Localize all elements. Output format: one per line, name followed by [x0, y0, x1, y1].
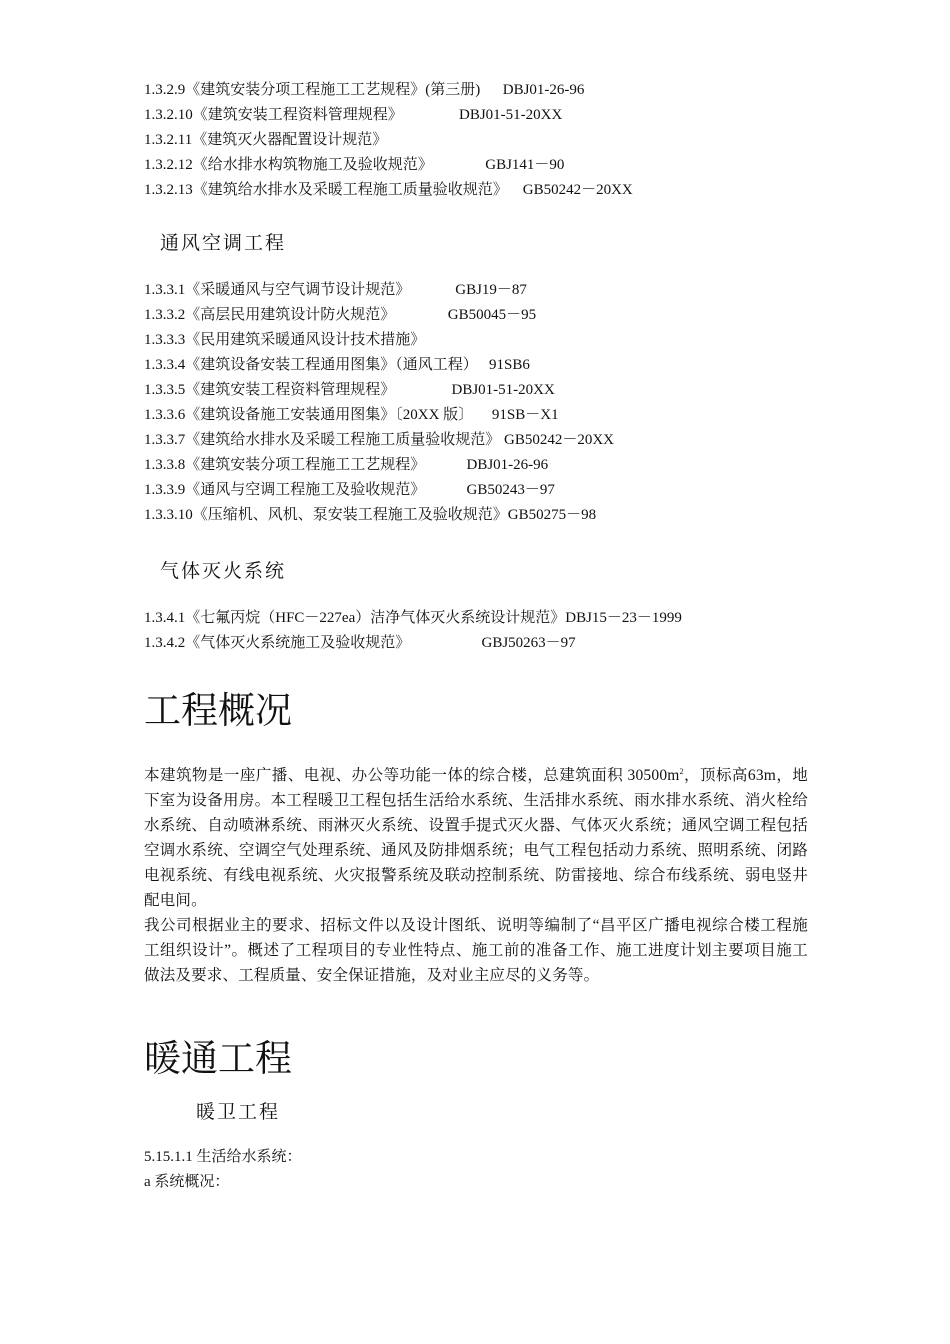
list-item: 1.3.3.1《采暖通风与空气调节设计规范》 GBJ19－87 — [144, 282, 527, 298]
section-heading-hvac: 通风空调工程 — [160, 232, 287, 254]
list-item: 1.3.3.5《建筑安装工程资料管理规程》 DBJ01-51-20XX — [144, 382, 555, 398]
list-1-3-4 — [144, 606, 808, 656]
list-item: 1.3.3.9《通风与空调工程施工及验收规范》 GB50243－97 — [144, 482, 555, 498]
overview-paragraph-1 — [144, 763, 808, 913]
overview-p1-text-b: ，顶标高63m，地下室为设备用房。本工程暖卫工程包括生活给水系统、生活排水系统、雨水排水系统、消火栓给水系统、自动喷淋系统、雨淋灭火系统、设置手提式灭火器、气体灭火系统；通风空调工程包括空调水系统、空调空气处理系统、通风及防排烟系统；电气工程包括动力系统、照明系统、闭路电视系统、有线电视系统、火灾报警系统及联动控制系统、防雷接地、综合布线系统、弱电竖井配电间。 — [144, 767, 808, 909]
document-page — [144, 78, 808, 1195]
list-item: 1.3.2.9《建筑安装分项工程施工工艺规程》(第三册) DBJ01-26-96 — [144, 82, 585, 98]
list-item: 1.3.4.2《气体灭火系统施工及验收规范》 GBJ50263－97 — [144, 635, 576, 651]
text-line: a 系统概况： — [144, 1174, 230, 1190]
list-1-3-3 — [144, 278, 808, 528]
list-item: 1.3.2.12《给水排水构筑物施工及验收规范》 GBJ141－90 — [144, 157, 565, 173]
list-item: 1.3.2.13《建筑给水排水及采暖工程施工质量验收规范》 GB50242－20XX — [144, 182, 633, 198]
list-item: 1.3.3.8《建筑安装分项工程施工工艺规程》 DBJ01-26-96 — [144, 457, 549, 473]
hvac-engineering-title: 暖通工程 — [144, 1037, 292, 1080]
list-item: 1.3.4.1《七氟丙烷（HFC－227ea）洁净气体灭火系统设计规范》DBJ15－23－1999 — [144, 610, 682, 626]
overview-p1-superscript: 2 — [679, 767, 684, 776]
list-item: 1.3.2.10《建筑安装工程资料管理规程》 DBJ01-51-20XX — [144, 107, 563, 123]
list-1-3-2 — [144, 78, 808, 203]
text-line: 5.15.1.1 生活给水系统： — [144, 1149, 302, 1165]
hvac-engineering-subtitle: 暖卫工程 — [196, 1101, 281, 1123]
list-item: 1.3.3.4《建筑设备安装工程通用图集》（通风工程） 91SB6 — [144, 357, 530, 373]
section-heading-gas: 气体灭火系统 — [160, 560, 287, 582]
list-item: 1.3.3.10《压缩机、风机、泵安装工程施工及验收规范》GB50275－98 — [144, 507, 597, 523]
list-item: 1.3.2.11《建筑灭火器配置设计规范》 — [144, 132, 388, 148]
list-item: 1.3.3.2《高层民用建筑设计防火规范》 GB50045－95 — [144, 307, 537, 323]
overview-paragraph-2: 我公司根据业主的要求、招标文件以及设计图纸、说明等编制了“昌平区广播电视综合楼工程施工组织设计”。概述了工程项目的专业性特点、施工前的准备工作、施工进度计划主要项目施工做法及要求、工程质量、安全保证措施，及对业主应尽的义务等。 — [144, 917, 808, 984]
list-item: 1.3.3.3《民用建筑采暖通风设计技术措施》 — [144, 332, 426, 348]
list-item: 1.3.3.7《建筑给水排水及采暖工程施工质量验收规范》 GB50242－20XX — [144, 432, 615, 448]
overview-title: 工程概况 — [144, 689, 292, 732]
hvac-engineering-body — [144, 1145, 808, 1195]
list-item: 1.3.3.6《建筑设备施工安装通用图集》〔20XX 版〕 91SB－X1 — [144, 407, 559, 423]
overview-p1-text-a: 本建筑物是一座广播、电视、办公等功能一体的综合楼，总建筑面积 30500m — [144, 767, 680, 784]
